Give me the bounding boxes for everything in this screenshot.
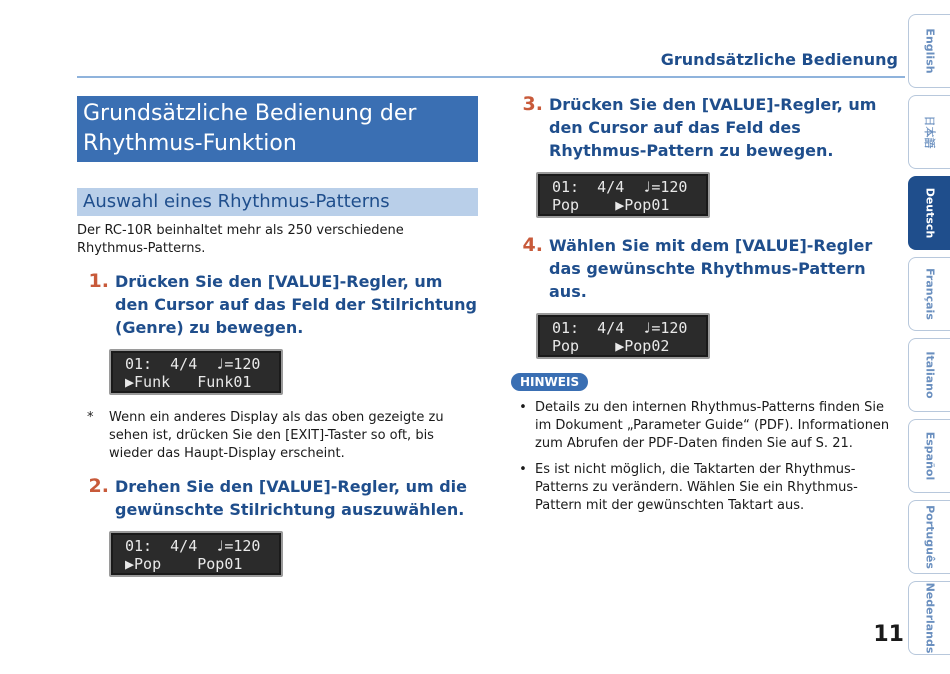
step-4	[511, 234, 901, 303]
lcd-line-2: Pop ▶Pop01	[552, 196, 670, 214]
step-1	[77, 270, 478, 339]
tab-label: Português	[923, 505, 936, 569]
bullet-dot: •	[519, 462, 527, 477]
lcd-line-2: ▶Funk Funk01	[125, 373, 252, 391]
bullet-text: Es ist nicht möglich, die Taktarten der Rhythmus-Patterns zu verändern. Wählen Sie ein Rhythmus-Pattern mit der gewünschten Taktart aus.	[535, 462, 858, 513]
tab-label: English	[923, 28, 936, 74]
lcd-line-1: 01: 4/4 ♩=120	[552, 178, 688, 196]
step-number: 1.	[88, 270, 109, 292]
footnote-text: Wenn ein anderes Display als das oben gezeigte zu sehen ist, drücken Sie den [EXIT]-Taster so oft, bis wieder das Haupt-Display erscheint.	[109, 410, 444, 461]
tab-label: Italiano	[923, 351, 936, 399]
note-badge: HINWEIS	[511, 373, 588, 391]
tab-label: Nederlands	[923, 582, 936, 654]
section-title: Grundsätzliche Bedienung der Rhythmus-Funktion	[77, 96, 478, 162]
tab-deutsch[interactable]	[908, 176, 950, 250]
step-text: Drehen Sie den [VALUE]-Regler, um die gewünschte Stilrichtung auszuwählen.	[115, 477, 467, 519]
header-rule	[77, 76, 905, 78]
step-text: Drücken Sie den [VALUE]-Regler, um den Cursor auf das Feld der Stilrichtung (Genre) zu bewegen.	[115, 272, 478, 337]
footnote-star: *	[87, 410, 94, 425]
tab-label: 日本語	[922, 115, 936, 149]
sub-title: Auswahl eines Rhythmus-Patterns	[77, 188, 478, 216]
lcd-line-1: 01: 4/4 ♩=120	[125, 537, 261, 555]
tab-espanol[interactable]	[908, 419, 950, 493]
tab-portugues[interactable]	[908, 500, 950, 574]
intro-text: Der RC-10R beinhaltet mehr als 250 verschiedene Rhythmus-Patterns.	[77, 223, 404, 256]
tab-label: Français	[923, 268, 936, 320]
left-column	[77, 96, 478, 577]
bullet-text: Details zu den internen Rhythmus-Patterns finden Sie im Dokument „Parameter Guide“ (PDF). Informationen zum Abrufen der PDF-Daten finden Sie auf S. 21.	[535, 400, 890, 451]
lcd-line-1: 01: 4/4 ♩=120	[552, 319, 688, 337]
step-text: Wählen Sie mit dem [VALUE]-Regler das gewünschte Rhythmus-Pattern aus.	[549, 236, 873, 301]
tab-japanese[interactable]	[908, 95, 950, 169]
step-text: Drücken Sie den [VALUE]-Regler, um den Cursor auf das Feld des Rhythmus-Pattern zu bewegen.	[549, 95, 877, 160]
header-title: Grundsätzliche Bedienung	[660, 50, 898, 69]
step-3	[511, 93, 901, 162]
bullet-dot: •	[519, 400, 527, 415]
step-number: 2.	[88, 475, 109, 497]
lcd-display-3	[536, 172, 710, 218]
right-column	[511, 93, 901, 515]
note-bullet	[511, 461, 901, 515]
language-tabs	[908, 14, 950, 662]
tab-label: Español	[923, 431, 936, 481]
lcd-line-2: Pop ▶Pop02	[552, 337, 670, 355]
tab-label: Deutsch	[923, 187, 936, 239]
step-number: 3.	[522, 93, 543, 115]
note-bullet	[511, 399, 901, 453]
tab-english[interactable]	[908, 14, 950, 88]
lcd-line-1: 01: 4/4 ♩=120	[125, 355, 261, 373]
tab-italiano[interactable]	[908, 338, 950, 412]
tab-francais[interactable]	[908, 257, 950, 331]
tab-nederlands[interactable]	[908, 581, 950, 655]
step-number: 4.	[522, 234, 543, 256]
page-number: 11	[873, 622, 904, 647]
lcd-line-2: ▶Pop Pop01	[125, 555, 243, 573]
lcd-display-2	[109, 531, 283, 577]
lcd-display-4	[536, 313, 710, 359]
lcd-display-1	[109, 349, 283, 395]
step-2	[77, 475, 478, 521]
footnote	[77, 409, 478, 463]
